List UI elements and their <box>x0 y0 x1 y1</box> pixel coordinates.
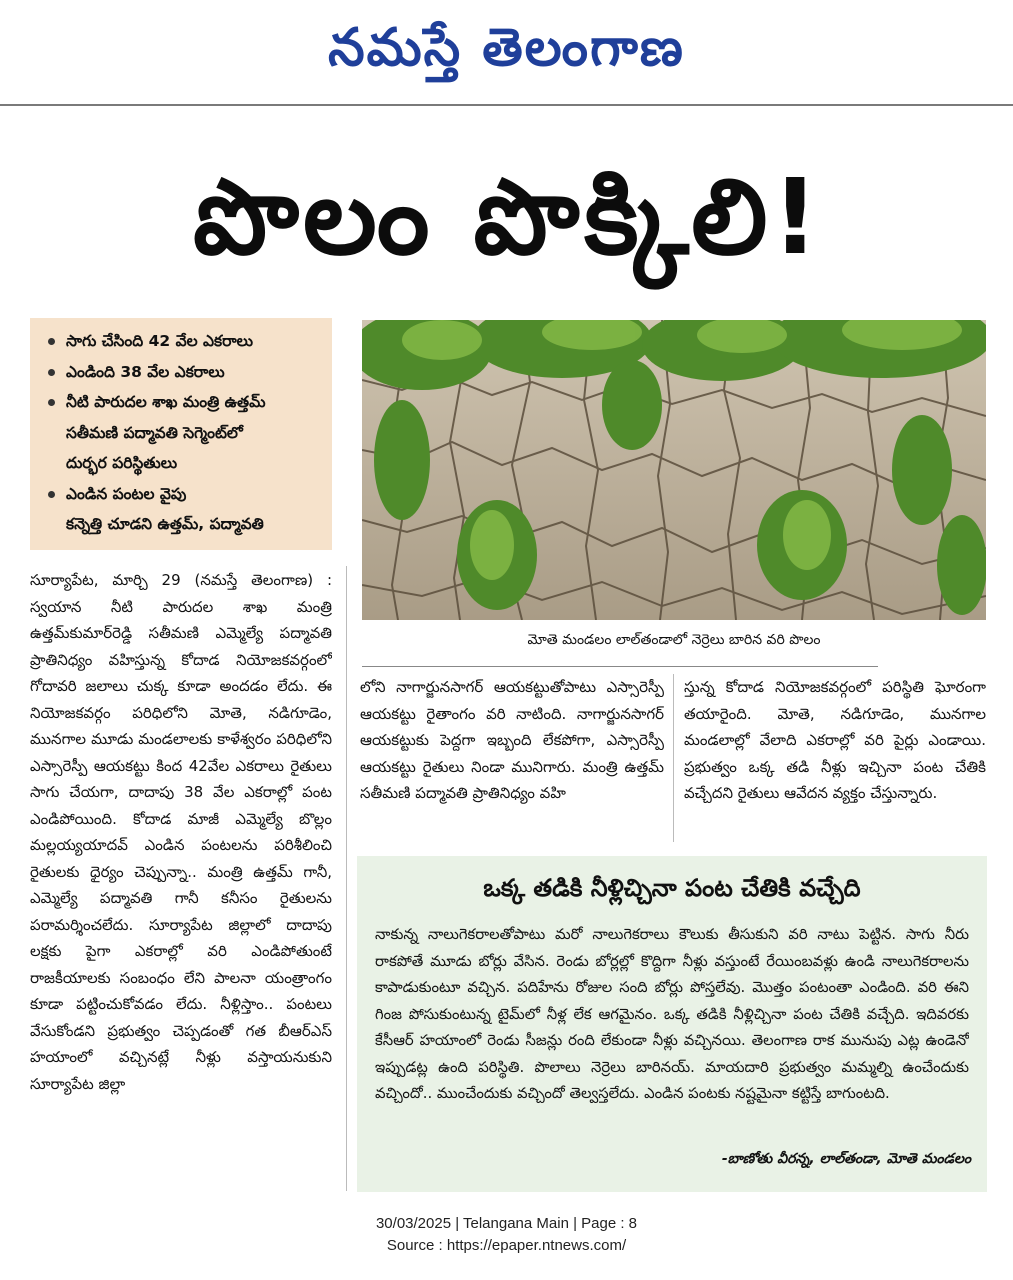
field-illustration <box>362 320 986 620</box>
bullet-icon <box>48 338 55 345</box>
masthead-divider <box>0 104 1013 106</box>
bullet-icon <box>48 369 55 376</box>
highlight-item <box>44 479 324 540</box>
article-column-left: సూర్యాపేట, మార్చి 29 (నమస్తే తెలంగాణ) : స్వయాన నీటి పారుదల శాఖ మంత్రి ఉత్తమ్‌కుమార్‌రెడ్డి సతీమణి ఎమ్మెల్యే పద్మావతి ప్రాతినిధ్యం వహిస్తున్న కోదాడ నియోజకవర్గంలో గోదావరి జలాలు చుక్క కూడా అందడం లేదు. ఈ నియోజకవర్గం పరిధిలోని మోతె, నడిగూడెం, మునగాల మూడు మండలాలకు కాళేశ్వరం పరిధిలోని ఎస్సారెస్పీ ఆయకట్టు కింద 42వేల ఎకరాలు రైతులు సాగు చేయగా, దాదాపు 38 వేల ఎకరాల్లో పంట ఎండిపోయింది. కోదాడ మాజీ ఎమ్మెల్యే బొల్లం మల్లయ్యయాదవ్ ఎండిన పంటలను పరిశీలించి రైతులకు ధైర్యం చెప్పున్నా.. మంత్రి ఉత్తమ్ గానీ, ఎమ్మెల్యే పద్మావతి గానీ కనీసం రైతులను పరామర్శించలేదు. సూర్యాపేట జిల్లాలో దాదాపు లక్షకు పైగా ఎకరాల్లో వరి ఎండిపోతుంటే రాజకీయాలకు సంబంధం లేని పాలనా యంత్రాంగం కూడా పట్టించుకోవడం లేదు. నీళ్లిస్తాం.. పంటలు వేసుకోండని ప్రభుత్వం చెప్పడంతో గత బీఆర్‌ఎస్ హయాంలో వచ్చినట్లే నీళ్లు వస్తాయనుకుని సూర్యాపేట జిల్లా <box>30 571 332 1093</box>
newspaper-logo: నమస్తే తెలంగాణ <box>328 17 685 78</box>
highlight-item <box>44 326 324 357</box>
highlights-list <box>44 326 324 540</box>
farmer-quote-box <box>357 856 987 1192</box>
highlights-box <box>30 318 332 550</box>
highlight-line: దుర్భర పరిస్థితులు <box>66 454 178 472</box>
photo-caption: మోతె మండలం లాల్‌తండాలో నెర్రెలు బారిన వరి పొలం <box>527 632 821 648</box>
article-column-middle: లోని నాగార్జునసాగర్ ఆయకట్టుతోపాటు ఎస్సారెస్పీ ఆయకట్టు రైతాంగం వరి నాటింది. నాగార్జునసాగర్ ఆయకట్టుకు పెద్దగా ఇబ్బంది లేకపోగా, ఎస్సారెస్పీ ఆయకట్టు రైతులు నిండా మునిగారు. మంత్రి ఉత్తమ్ సతీమణి పద్మావతి ప్రాతినిధ్యం వహి <box>360 678 664 802</box>
highlight-line: కన్నెత్తి చూడని ఉత్తమ్, పద్మావతి <box>66 515 264 533</box>
column-divider <box>673 674 674 842</box>
article-column-right: స్తున్న కోదాడ నియోజకవర్గంలో పరిస్థితి ఘోరంగా తయారైంది. మోతె, నడిగూడెం, మునగాల మండలాల్లో వేలాది ఎకరాల్లో వరి పైర్లు ఎండాయి. ప్రభుత్వం ఒక్క తడి నీళ్లు ఇచ్చినా పంట చేతికి వచ్చేదని రైతులు ఆవేదన వ్యక్తం చేస్తున్నారు. <box>684 678 986 802</box>
quote-body: నాకున్న నాలుగెకరాలతోపాటు మరో నాలుగెకరాలు కౌలుకు తీసుకుని వరి నాటు పెట్టిన. సాగు నీరు రాకపోతే మూడు బోర్లు వేసిన. రెండు బోర్లల్లో కొద్దిగా నీళ్లు వస్తుంటే రేయింబవళ్లు ఉండి నాలుగెకరాలను కాపాడుకుంటూ వచ్చిన. పదిహేను రోజుల సంది బోర్లు పోస్తలేవు. మొత్తం పంటంతా ఎండింది. వరి ఈని గింజ పోసుకుంటున్న టైమ్‌లో నీళ్ల లేక ఆగమైనం. ఒక్క తడికి నీళ్లిచ్చినా పంట చేతికి వచ్చేది. ఇదివరకు కేసీఆర్ హయాంలో రెండు సీజన్లు రంది లేకుండా నీళ్లు వచ్చినయి. తెలంగాణ రాక మునుపు ఎట్ల ఉండెనో ఇప్పుడట్ల ఉంది పరిస్థితి. పొలాలు నెర్రెలు బారినయ్. మాయదారి ప్రభుత్వం మమ్మల్ని ఉంచేందుకు వచ్చిందో.. ముంచేందుకు వచ్చిందో తెల్వస్తలేదు. ఎండిన పంటకు నష్టమైనా కట్టిస్తే బాగుంటది. <box>375 926 969 1102</box>
quote-attribution: -బాణోతు వీరన్న, లాల్‌తండా, మోతె మండలం <box>721 1151 971 1167</box>
caption-divider <box>362 666 878 667</box>
highlight-line: ఎండిన పంటల వైపు <box>66 484 187 503</box>
masthead <box>0 0 1013 105</box>
highlight-line: నీటి పారుదల శాఖ మంత్రి ఉత్తమ్ <box>66 393 266 411</box>
page-footer <box>0 1213 1013 1257</box>
column-divider <box>346 566 347 1191</box>
source-link[interactable]: Source : https://epaper.ntnews.com/ <box>386 1237 627 1254</box>
bullet-icon <box>48 399 55 406</box>
highlight-item <box>44 357 324 388</box>
edition-info: 30/03/2025 | Telangana Main | Page : 8 <box>375 1215 638 1232</box>
highlight-line: సతీమణి పద్మావతి సెగ్మెంట్‌లో <box>66 423 243 442</box>
highlight-item <box>44 387 324 479</box>
bullet-icon <box>48 491 55 498</box>
highlight-line: ఎండింది 38 వేల ఎకరాలు <box>66 362 225 381</box>
cracked-paddy-field-photo <box>362 320 986 620</box>
quote-title: ఒక్క తడికి నీళ్లిచ్చినా పంట చేతికి వచ్చేది <box>483 874 861 902</box>
headline: పొలం పొక్కిలి! <box>193 156 823 278</box>
highlight-line: సాగు చేసింది 42 వేల ఎకరాలు <box>66 332 253 350</box>
